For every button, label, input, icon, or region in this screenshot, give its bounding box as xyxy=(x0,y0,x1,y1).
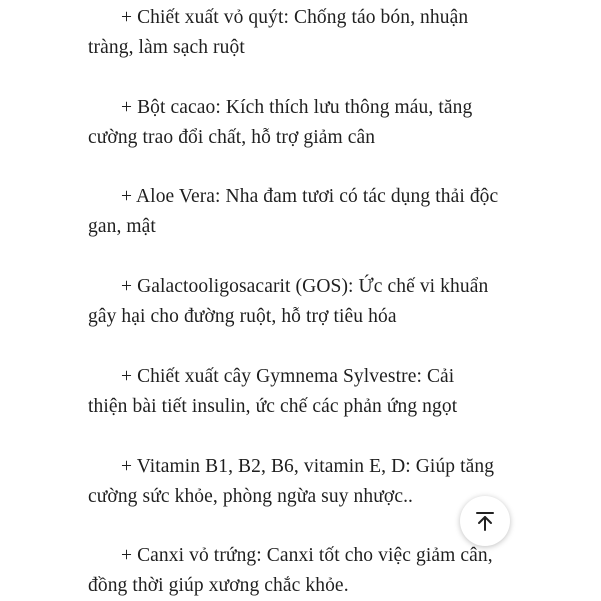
list-item-line: + Aloe Vera: Nha đam tươi có tác dụng thải độc xyxy=(121,186,499,207)
arrow-up-to-top-icon xyxy=(473,509,497,533)
list-item-line: + Chiết xuất cây Gymnema Sylvestre: Cải xyxy=(121,366,455,387)
list-item-line: + Chiết xuất vỏ quýt: Chống táo bón, nhuận xyxy=(121,7,469,28)
list-item-line: + Canxi vỏ trứng: Canxi tốt cho việc giảm cân, xyxy=(121,545,493,566)
list-item-line: cường trao đổi chất, hỗ trợ giảm cân xyxy=(88,127,376,148)
list-item-line: thiện bài tiết insulin, ức chế các phản ứng ngọt xyxy=(88,396,458,417)
list-item-line: + Vitamin B1, B2, B6, vitamin E, D: Giúp tăng xyxy=(121,456,495,477)
list-item-line: gan, mật xyxy=(88,216,156,237)
scroll-to-top-button[interactable] xyxy=(460,496,510,546)
list-item-line: tràng, làm sạch ruột xyxy=(88,37,245,58)
list-item-line: + Bột cacao: Kích thích lưu thông máu, tăng xyxy=(121,97,473,118)
list-item-line: cường sức khỏe, phòng ngừa suy nhược.. xyxy=(88,486,414,507)
list-item-line: gây hại cho đường ruột, hỗ trợ tiêu hóa xyxy=(88,306,397,327)
list-item-line: đồng thời giúp xương chắc khỏe. xyxy=(88,575,349,596)
list-item-line: + Galactooligosacarit (GOS): Ức chế vi khuẩn xyxy=(121,276,489,297)
